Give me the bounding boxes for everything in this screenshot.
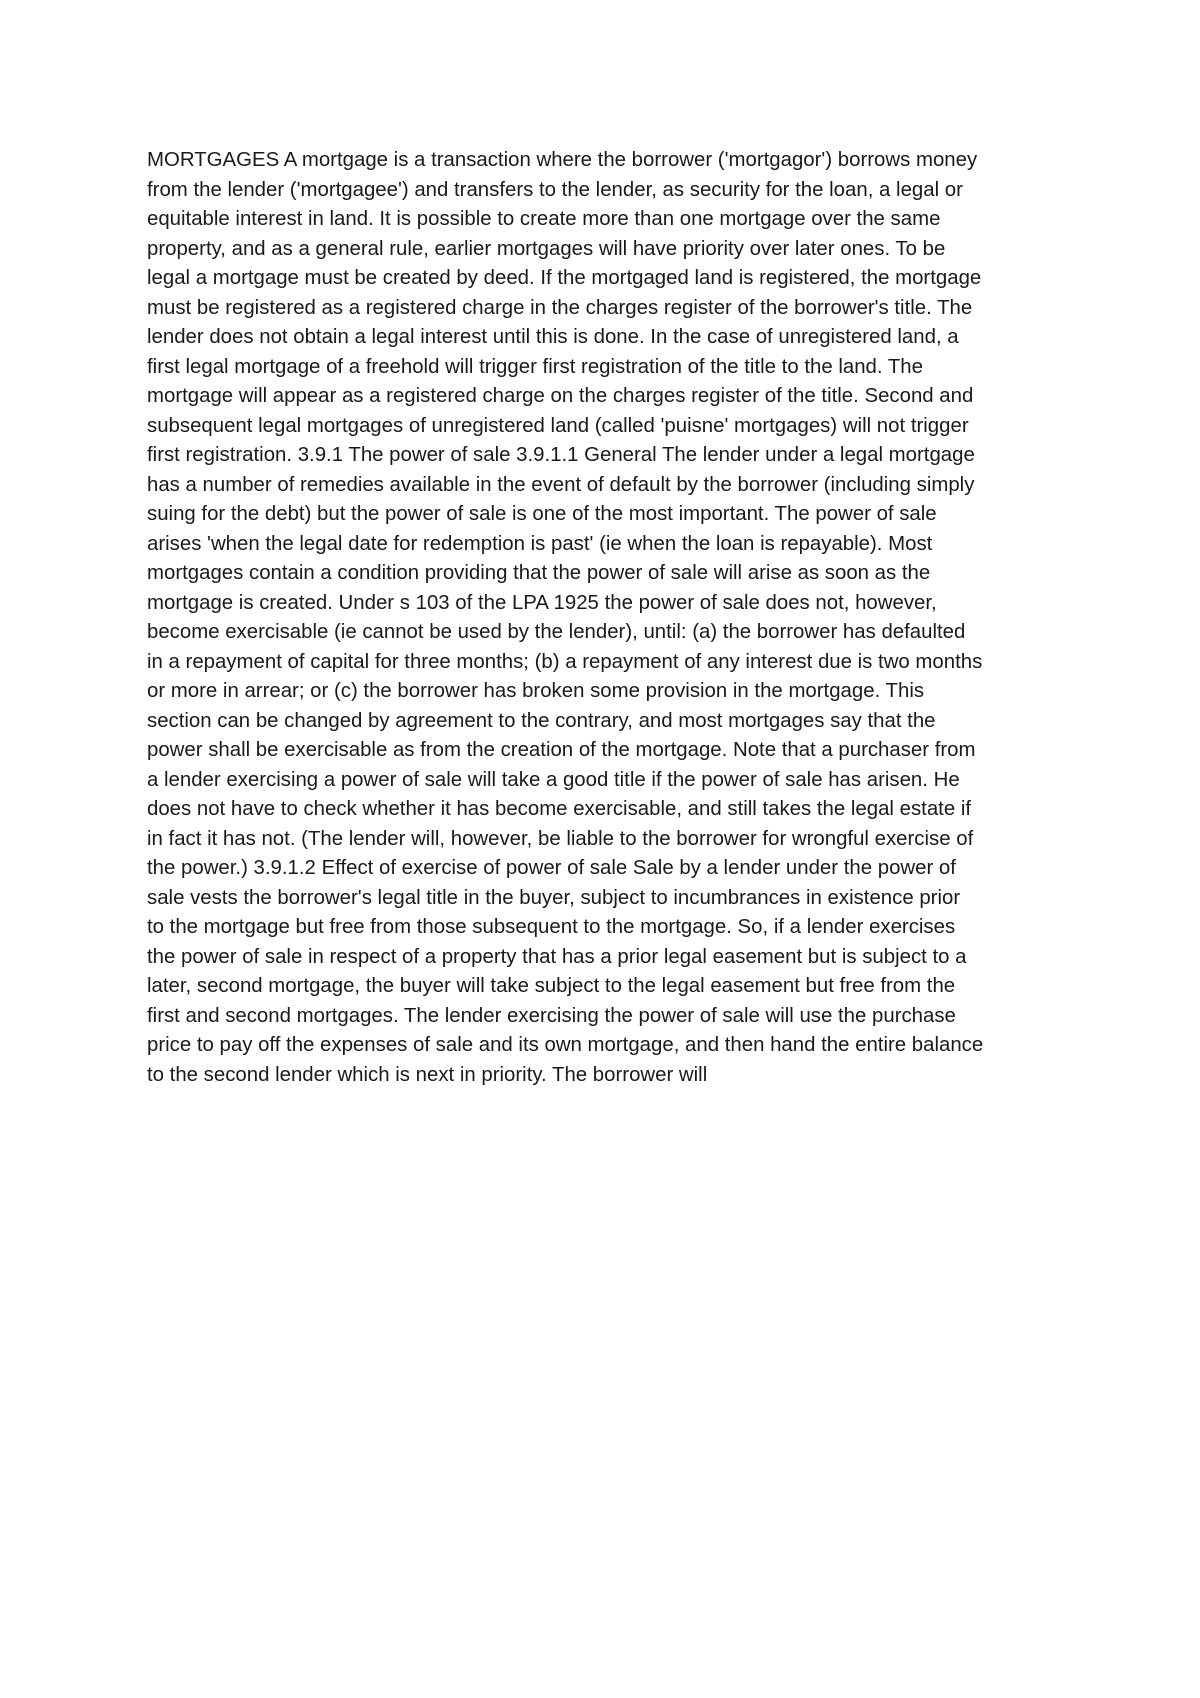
text-line: first legal mortgage of a freehold will trigger first registration of the title to the land. The: [147, 355, 923, 378]
text-line: later, second mortgage, the buyer will take subject to the legal easement but free from the: [147, 975, 956, 997]
text-line: has a number of remedies available in the event of default by the borrower (including simply: [147, 473, 975, 496]
text-line: to the mortgage but free from those subsequent to the mortgage. So, if a lender exercises: [147, 916, 956, 938]
text-line: arises 'when the legal date for redemption is past' (ie when the loan is repayable). Most: [147, 532, 933, 555]
text-line: legal a mortgage must be created by deed. If the mortgaged land is registered, the mortgage: [147, 267, 982, 289]
text-line: first and second mortgages. The lender exercising the power of sale will use the purchase: [147, 1004, 956, 1027]
text-line: must be registered as a registered charge in the charges register of the borrower's title. The: [147, 296, 973, 319]
text-line: a lender exercising a power of sale will take a good title if the power of sale has arisen. He: [147, 768, 960, 791]
body-text: [147, 146, 1077, 1090]
text-line: MORTGAGES A mortgage is a transaction where the borrower ('mortgagor') borrows money: [147, 149, 978, 171]
text-line: in fact it has not. (The lender will, however, be liable to the borrower for wrongful exercise of: [147, 827, 974, 850]
text-line: equitable interest in land. It is possible to create more than one mortgage over the same: [147, 208, 941, 230]
text-line: price to pay off the expenses of sale and its own mortgage, and then hand the entire balance: [147, 1034, 984, 1056]
text-line: section can be changed by agreement to the contrary, and most mortgages say that the: [147, 709, 936, 732]
text-line: from the lender ('mortgagee') and transfers to the lender, as security for the loan, a legal or: [147, 178, 963, 201]
text-line: power shall be exercisable as from the creation of the mortgage. Note that a purchaser from: [147, 739, 976, 761]
text-line: lender does not obtain a legal interest until this is done. In the case of unregistered land, a: [147, 326, 959, 348]
text-line: subsequent legal mortgages of unregistered land (called 'puisne' mortgages) will not trigger: [147, 414, 969, 437]
text-line: or more in arrear; or (c) the borrower has broken some provision in the mortgage. This: [147, 680, 925, 702]
text-line: mortgage is created. Under s 103 of the LPA 1925 the power of sale does not, however,: [147, 591, 937, 614]
text-line: mortgages contain a condition providing that the power of sale will arise as soon as the: [147, 562, 931, 584]
text-line: become exercisable (ie cannot be used by the lender), until: (a) the borrower has defaulted: [147, 621, 966, 643]
text-line: mortgage will appear as a registered charge on the charges register of the title. Second and: [147, 385, 974, 407]
text-line: property, and as a general rule, earlier mortgages will have priority over later ones. To be: [147, 237, 946, 260]
text-line: in a repayment of capital for three months; (b) a repayment of any interest due is two months: [147, 650, 983, 673]
text-line: the power of sale in respect of a property that has a prior legal easement but is subject to a: [147, 945, 967, 968]
text-line: first registration. 3.9.1 The power of sale 3.9.1.1 General The lender under a legal mortgage: [147, 444, 975, 466]
text-line: to the second lender which is next in priority. The borrower will: [147, 1063, 708, 1086]
text-line: the power.) 3.9.1.2 Effect of exercise of power of sale Sale by a lender under the power of: [147, 857, 956, 879]
text-line: does not have to check whether it has become exercisable, and still takes the legal estate if: [147, 798, 972, 820]
text-line: sale vests the borrower's legal title in the buyer, subject to incumbrances in existence prior: [147, 886, 961, 909]
text-line: suing for the debt) but the power of sale is one of the most important. The power of sale: [147, 503, 937, 525]
